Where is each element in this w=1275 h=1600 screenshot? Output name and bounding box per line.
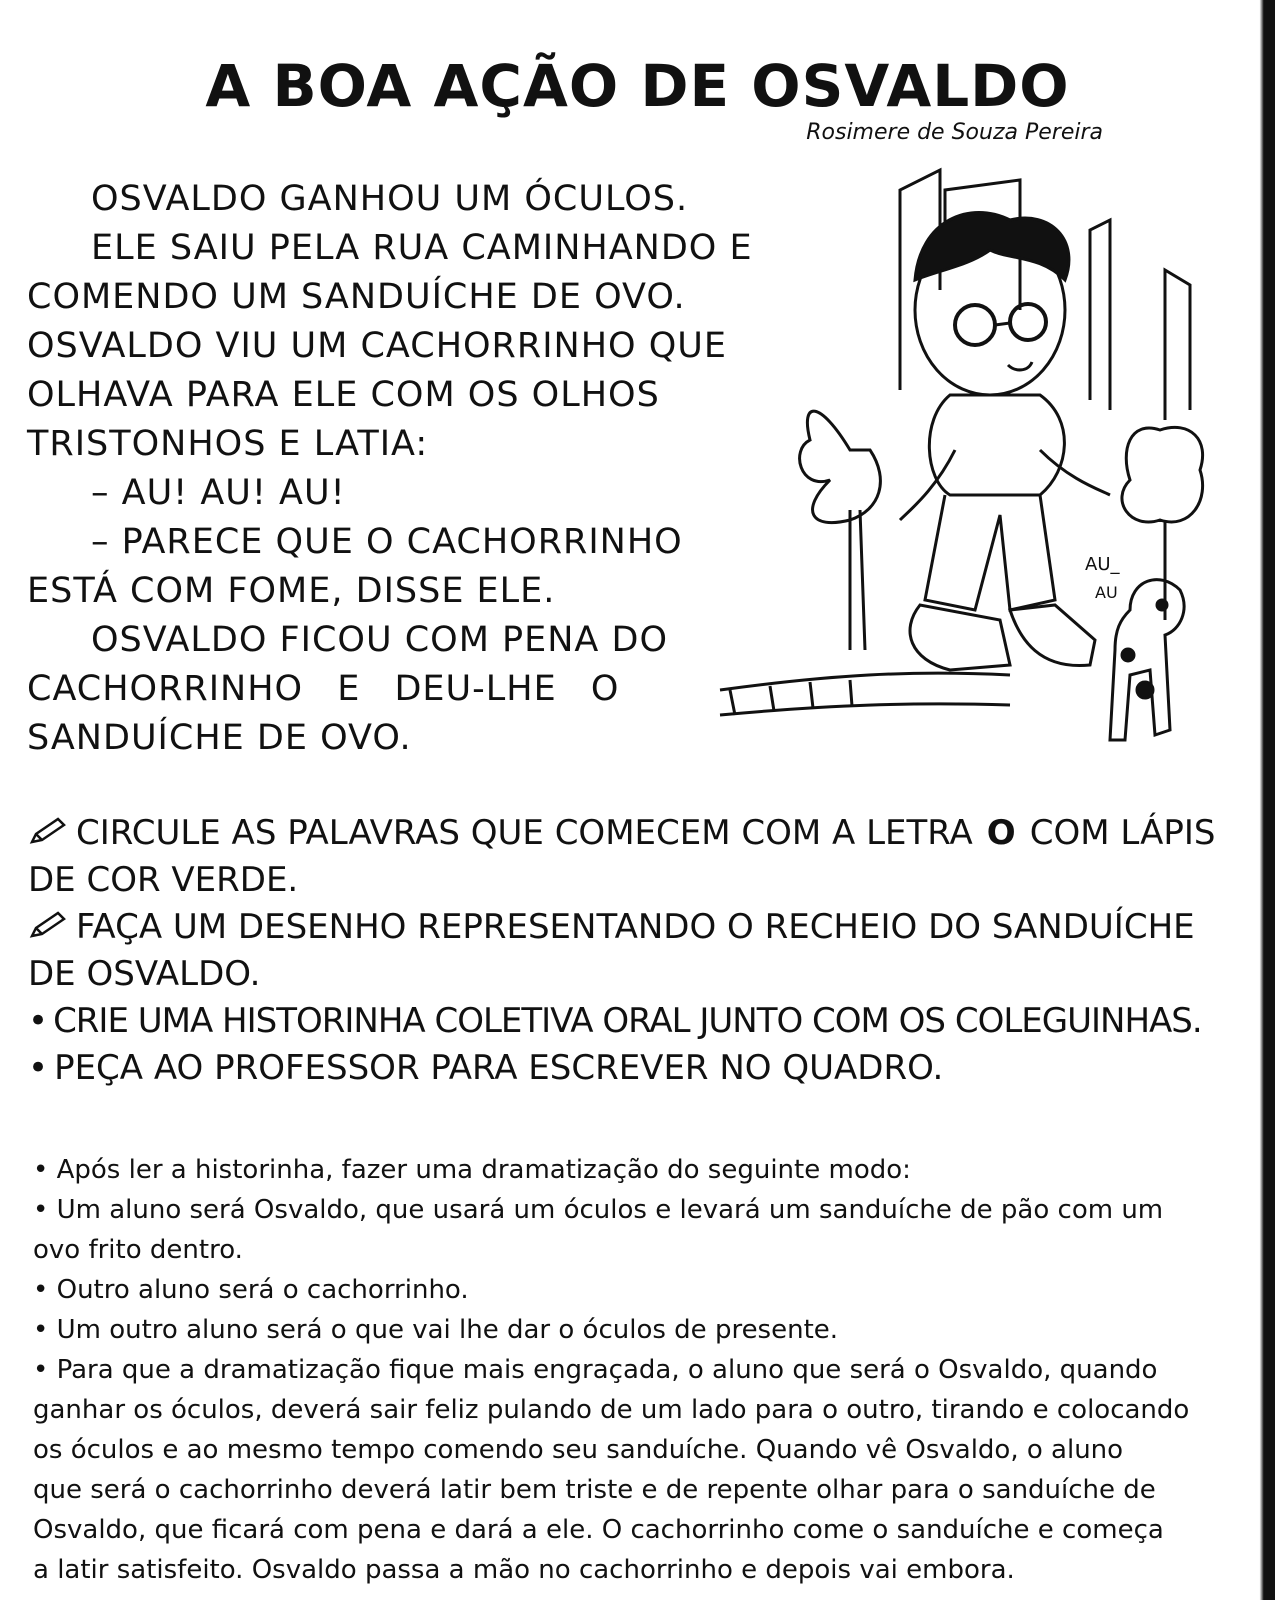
bullet-icon: • <box>28 1048 49 1088</box>
activity-item-circle-words <box>28 810 1258 857</box>
activity-text: CRIE UMA HISTORINHA COLETIVA ORAL JUNTO COM OS COLEGUINHAS. <box>53 1001 1202 1041</box>
pencil-icon <box>28 816 68 846</box>
bark-text-top: AU_ <box>1085 554 1120 575</box>
story-line: SANDUÍCHE DE OVO. <box>27 718 412 758</box>
note-line: • Após ler a historinha, fazer uma dramatização do seguinte modo: <box>33 1155 911 1185</box>
story-text <box>27 175 827 763</box>
story-line: – PARECE QUE O CACHORRINHO <box>91 522 683 562</box>
note-line: Osvaldo, que ficará com pena e dará a ele. O cachorrinho come o sanduíche e começa <box>33 1515 1164 1545</box>
activity-item-ask-teacher <box>28 1045 1258 1092</box>
activity-item-draw-filling <box>28 904 1258 951</box>
author-credit: Rosimere de Souza Pereira <box>806 120 1103 145</box>
activity-text: DE OSVALDO. <box>28 954 261 994</box>
story-line: COMENDO UM SANDUÍCHE DE OVO. <box>27 277 686 317</box>
story-line: OSVALDO VIU UM CACHORRINHO QUE <box>27 326 727 366</box>
activity-text: CIRCULE AS PALAVRAS QUE COMECEM COM A LETRA <box>76 813 973 853</box>
activity-text: FAÇA UM DESENHO REPRESENTANDO O RECHEIO DO SANDUÍCHE <box>76 907 1195 947</box>
note-line: ganhar os óculos, deverá sair feliz pulando de um lado para o outro, tirando e colocando <box>33 1395 1190 1425</box>
activity-text: DE COR VERDE. <box>28 860 299 900</box>
note-line: • Um aluno será Osvaldo, que usará um óculos e levará um sanduíche de pão com um <box>33 1195 1164 1225</box>
activity-text: COM LÁPIS <box>1029 813 1216 853</box>
note-line: • Para que a dramatização fique mais engraçada, o aluno que será o Osvaldo, quando <box>33 1355 1158 1385</box>
note-line: • Outro aluno será o cachorrinho. <box>33 1275 469 1305</box>
story-line: ESTÁ COM FOME, DISSE ELE. <box>27 571 556 611</box>
activity-text: PEÇA AO PROFESSOR PARA ESCREVER NO QUADRO. <box>54 1048 944 1088</box>
boy-and-dog-illustration <box>710 150 1250 770</box>
story-line: ELE SAIU PELA RUA CAMINHANDO E <box>91 228 753 268</box>
note-line: ovo frito dentro. <box>33 1235 243 1265</box>
scan-edge-shadow <box>1247 0 1275 1600</box>
story-line: OLHAVA PARA ELE COM OS OLHOS <box>27 375 660 415</box>
story-line: CACHORRINHO E DEU-LHE O <box>27 669 620 709</box>
bark-text-bottom: AU <box>1095 583 1118 602</box>
note-line: os óculos e ao mesmo tempo comendo seu sanduíche. Quando vê Osvaldo, o aluno <box>33 1435 1124 1465</box>
pencil-icon <box>28 910 68 940</box>
note-line: a latir satisfeito. Osvaldo passa a mão no cachorrinho e depois vai embora. <box>33 1555 1015 1585</box>
highlighted-letter: O <box>986 813 1016 853</box>
activities-list <box>28 810 1258 1092</box>
activity-item-create-story <box>28 998 1258 1045</box>
story-line: – AU! AU! AU! <box>91 473 346 513</box>
story-line: OSVALDO FICOU COM PENA DO <box>91 620 669 660</box>
page-title: A BOA AÇÃO DE OSVALDO <box>205 52 1070 120</box>
story-line: TRISTONHOS E LATIA: <box>27 424 429 464</box>
note-line: • Um outro aluno será o que vai lhe dar o óculos de presente. <box>33 1315 839 1345</box>
story-line: OSVALDO GANHOU UM ÓCULOS. <box>91 179 689 219</box>
teacher-notes <box>33 1150 1273 1590</box>
note-line: que será o cachorrinho deverá latir bem triste e de repente olhar para o sanduíche de <box>33 1475 1156 1505</box>
bullet-icon: • <box>28 1001 48 1041</box>
